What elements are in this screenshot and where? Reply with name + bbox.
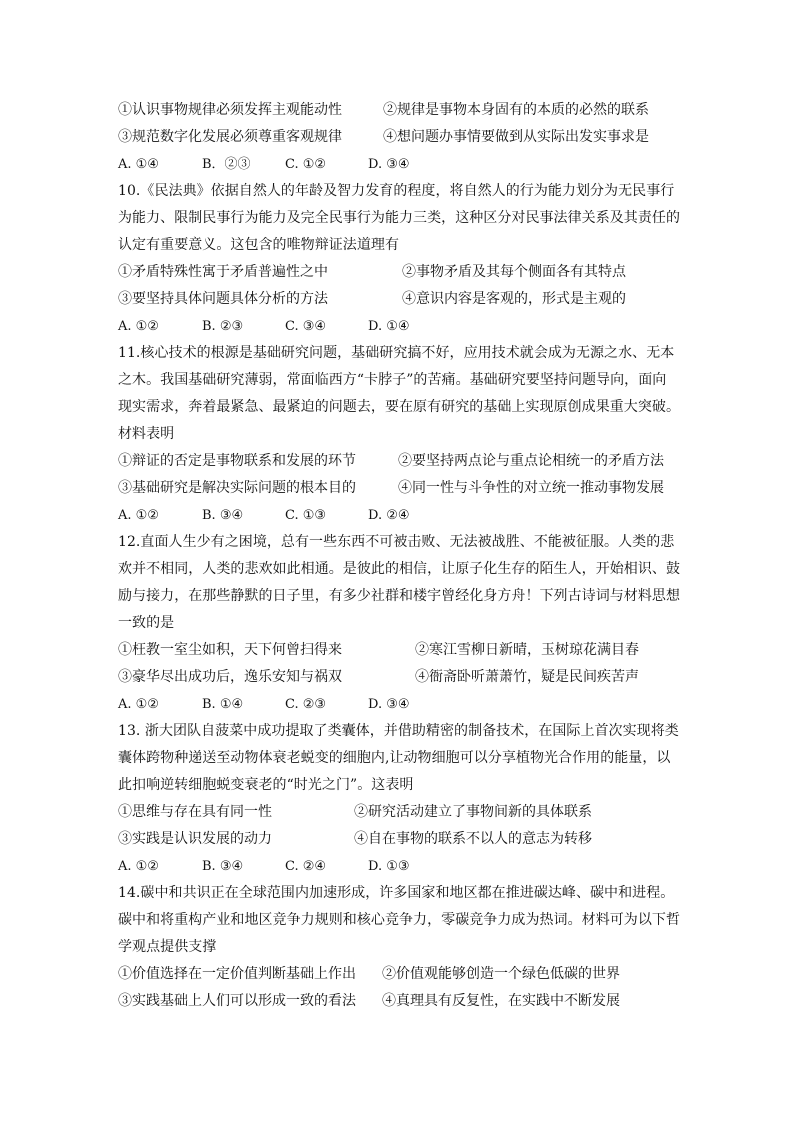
q13-options-row-2 xyxy=(118,826,678,853)
q11-choice-a: A. ①② xyxy=(118,508,159,523)
q9-option-1: ①认识事物规律必须发挥主观能动性 xyxy=(118,102,342,118)
q11-stem-line: 之木。我国基础研究薄弱，常面临西方“卡脖子”的苦痛。基础研究要坚持问题导向，面向 xyxy=(118,372,667,388)
q9-options-row-1 xyxy=(118,97,678,124)
q9-option-4: ④想问题办事情要做到从实际出发实事求是 xyxy=(383,129,649,145)
q13-stem-line: 此扣响逆转细胞蜕变衰老的“时光之门”。这表明 xyxy=(118,777,414,793)
q13-choice-d: D. ①③ xyxy=(368,859,410,874)
q11-choice-d: D. ②④ xyxy=(368,508,410,523)
q14-options-row-1 xyxy=(118,961,678,988)
q14-options-row-2 xyxy=(118,988,678,1015)
q10-answer-choices xyxy=(118,313,678,340)
q10-option-3: ③要坚持具体问题具体分析的方法 xyxy=(118,291,328,307)
q11-options-row-1 xyxy=(118,448,678,475)
q12-option-1: ①枉教一室尘如积，天下何曾扫得来 xyxy=(118,642,342,658)
q9-choice-a: A. ①④ xyxy=(118,157,159,172)
q10-stem-line: 为能力、限制民事行为能力及完全民事行为能力三类，这种区分对民事法律关系及其责任的 xyxy=(118,210,680,226)
q9-answer-choices xyxy=(118,151,678,178)
q11-stem-line: 现实需求，奔着最紧急、最紧迫的问题去，要在原有研究的基础上实现原创成果重大突破。 xyxy=(118,399,680,415)
q14-option-3: ③实践基础上人们可以形成一致的看法 xyxy=(118,993,356,1009)
q12-option-2: ②寒江雪柳日新晴，玉树琼花满目春 xyxy=(415,642,639,658)
q10-option-4: ④意识内容是客观的，形式是主观的 xyxy=(402,291,626,307)
q12-choice-d: D. ③④ xyxy=(368,697,410,712)
q13-option-1: ①思维与存在具有同一性 xyxy=(118,804,272,820)
q9-choice-d: D. ③④ xyxy=(368,157,410,172)
q13-answer-choices xyxy=(118,853,678,880)
q10-choice-d: D. ①④ xyxy=(368,319,410,334)
q9-choice-c: C. ①② xyxy=(285,157,327,172)
q13-option-4: ④自在事物的联系不以人的意志为转移 xyxy=(354,831,592,847)
q14-stem-line: 学观点提供支撑 xyxy=(118,939,217,955)
q13-choice-a: A. ①② xyxy=(118,859,159,874)
q10-stem-line: 10.《民法典》依据自然人的年龄及智力发育的程度，将自然人的行为能力划分为无民事行 xyxy=(118,183,675,199)
q12-stem-line: 一致的是 xyxy=(118,615,175,631)
q11-stem-line: 材料表明 xyxy=(118,426,175,442)
q9-options-row-2 xyxy=(118,124,678,151)
q11-option-3: ③基础研究是解决实际问题的根本目的 xyxy=(118,480,356,496)
q11-option-4: ④同一性与斗争性的对立统一推动事物发展 xyxy=(398,480,664,496)
q12-choice-b: B. ①④ xyxy=(202,697,244,712)
q10-choice-a: A. ①② xyxy=(118,319,159,334)
q12-options-row-1 xyxy=(118,637,678,664)
q13-stem-line: 13. 浙大团队自菠菜中成功提取了类囊体，并借助精密的制备技术，在国际上首次实现将类 xyxy=(118,723,679,739)
q12-stem-line: 欢并不相同，人类的悲欢如此相通。是彼此的相信，让原子化生存的陌生人，开始相识、鼓 xyxy=(118,561,680,577)
q12-stem-line: 12.直面人生少有之困境，总有一些东西不可被击败、无法被战胜、不能被征服。人类的悲 xyxy=(118,534,675,550)
q12-options-row-2 xyxy=(118,664,678,691)
q11-options-row-2 xyxy=(118,475,678,502)
q12-choice-c: C. ②③ xyxy=(285,697,327,712)
q10-options-row-2 xyxy=(118,286,678,313)
q11-stem-line: 11.核心技术的根源是基础研究问题，基础研究搞不好，应用技术就会成为无源之水、无本 xyxy=(118,345,675,361)
q14-stem-line: 14.碳中和共识正在全球范围内加速形成，许多国家和地区都在推进碳达峰、碳中和进程。 xyxy=(118,885,675,901)
q11-choice-c: C. ①③ xyxy=(285,508,327,523)
exam-page xyxy=(118,97,678,1015)
q9-option-3: ③规范数字化发展必须尊重客观规律 xyxy=(118,129,342,145)
q11-choice-b: B. ③④ xyxy=(202,508,244,523)
q14-option-4: ④真理具有反复性，在实践中不断发展 xyxy=(382,993,620,1009)
q13-options-row-1 xyxy=(118,799,678,826)
q10-choice-c: C. ③④ xyxy=(285,319,327,334)
q12-choice-a: A. ①② xyxy=(118,697,159,712)
q13-stem-line: 囊体跨物种递送至动物体衰老蜕变的细胞内,让动物细胞可以分享植物光合作用的能量，以 xyxy=(118,750,671,766)
q10-choice-b: B. ②③ xyxy=(202,319,244,334)
q10-options-row-1 xyxy=(118,259,678,286)
q12-option-3: ③豪华尽出成功后，逸乐安知与祸双 xyxy=(118,669,342,685)
q14-option-1: ①价值选择在一定价值判断基础上作出 xyxy=(118,966,356,982)
q9-option-2: ②规律是事物本身固有的本质的必然的联系 xyxy=(383,102,649,118)
q10-option-2: ②事物矛盾及其每个侧面各有其特点 xyxy=(402,264,626,280)
q14-stem-line: 碳中和将重构产业和地区竞争力规则和核心竞争力，零碳竞争力成为热词。材料可为以下哲 xyxy=(118,912,680,928)
q12-option-4: ④衙斋卧听萧萧竹，疑是民间疾苦声 xyxy=(415,669,639,685)
q13-option-3: ③实践是认识发展的动力 xyxy=(118,831,272,847)
q13-option-2: ②研究活动建立了事物间新的具体联系 xyxy=(354,804,592,820)
q12-stem-line: 励与接力，在那些静默的日子里，有多少社群和楼宇曾经化身方舟！下列古诗词与材料思想 xyxy=(118,588,680,604)
q10-option-1: ①矛盾特殊性寓于矛盾普遍性之中 xyxy=(118,264,328,280)
q11-option-1: ①辩证的否定是事物联系和发展的环节 xyxy=(118,453,356,469)
q13-choice-b: B. ③④ xyxy=(202,859,244,874)
q12-answer-choices xyxy=(118,691,678,718)
q13-choice-c: C. ②④ xyxy=(285,859,327,874)
q11-option-2: ②要坚持两点论与重点论相统一的矛盾方法 xyxy=(398,453,664,469)
q11-answer-choices xyxy=(118,502,678,529)
q9-choice-b: B．②③ xyxy=(202,157,251,172)
q14-option-2: ②价值观能够创造一个绿色低碳的世界 xyxy=(382,966,620,982)
q10-stem-line: 认定有重要意义。这包含的唯物辩证法道理有 xyxy=(118,237,399,253)
